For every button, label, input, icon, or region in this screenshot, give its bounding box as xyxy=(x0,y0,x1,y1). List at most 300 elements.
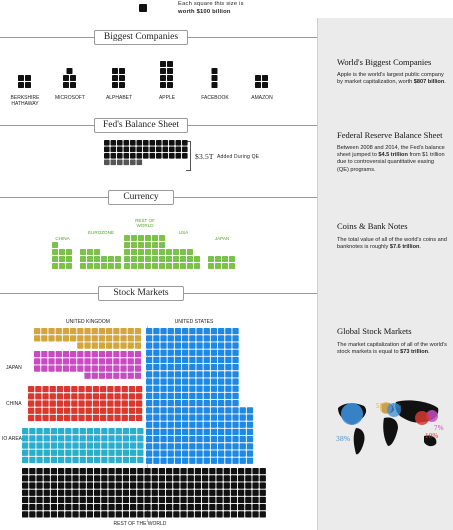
stock-square-china-22 xyxy=(71,393,77,399)
stock-square-united-states-122 xyxy=(182,393,188,399)
sidebar-body-coins: The total value of all of the world's coins and banknotes is roughly $7.6 trillion. xyxy=(337,237,447,251)
stock-square-rest-of-the-world-106 xyxy=(51,490,57,496)
stock-square-united-states-146 xyxy=(168,407,174,413)
stock-square-china-14 xyxy=(129,386,135,392)
stock-square-united-states-215 xyxy=(232,436,238,442)
stock-square-io-area-8 xyxy=(80,428,86,434)
stock-square-united-states-160 xyxy=(160,414,166,420)
stock-square-united-states-123 xyxy=(189,393,195,399)
stock-square-io-area-11 xyxy=(101,428,107,434)
stock-square-china-56 xyxy=(86,408,92,414)
stock-square-rest-of-the-world-140 xyxy=(51,497,57,503)
stock-square-united-states-180 xyxy=(196,422,202,428)
stock-square-rest-of-the-world-235 xyxy=(245,511,251,517)
stock-square-rest-of-the-world-170 xyxy=(22,504,28,510)
stock-square-japan-42 xyxy=(120,365,126,371)
stock-square-united-states-60 xyxy=(204,357,210,363)
stock-square-united-states-13 xyxy=(146,335,152,341)
stock-square-united-states-50 xyxy=(225,350,231,356)
stock-square-united-states-164 xyxy=(189,414,195,420)
stock-square-united-states-232 xyxy=(247,443,253,449)
stock-square-rest-of-the-world-148 xyxy=(108,497,114,503)
company-label-facebook: FACEBOOK xyxy=(201,95,229,101)
stock-square-united-states-149 xyxy=(189,407,195,413)
stock-square-rest-of-the-world-60 xyxy=(209,475,215,481)
fed-square-18 xyxy=(137,147,143,153)
stock-square-io-area-24 xyxy=(72,435,78,441)
stock-square-united-states-51 xyxy=(232,350,238,356)
stock-square-rest-of-the-world-228 xyxy=(195,511,201,517)
stock-square-rest-of-the-world-94 xyxy=(209,482,215,488)
stock-square-io-area-69 xyxy=(29,457,35,463)
stock-square-united-states-221 xyxy=(168,443,174,449)
stock-square-united-states-55 xyxy=(168,357,174,363)
stock-square-rest-of-the-world-152 xyxy=(137,497,143,503)
currency-square-rest-of-world-8 xyxy=(138,256,144,262)
stock-square-rest-of-the-world-57 xyxy=(188,475,194,481)
fed-square-32 xyxy=(143,153,149,159)
stock-square-io-area-44 xyxy=(94,442,100,448)
stock-square-rest-of-the-world-130 xyxy=(224,490,230,496)
map-label-uk: 5% xyxy=(376,402,386,410)
stock-square-io-area-18 xyxy=(29,435,35,441)
stock-square-united-states-137 xyxy=(196,400,202,406)
stock-square-united-states-65 xyxy=(146,364,152,370)
stock-square-china-61 xyxy=(122,408,128,414)
fed-square-29 xyxy=(124,153,130,159)
stock-square-rest-of-the-world-206 xyxy=(36,511,42,517)
stock-square-rest-of-the-world-5 xyxy=(58,468,64,474)
stock-square-rest-of-the-world-176 xyxy=(65,504,71,510)
stock-square-io-area-76 xyxy=(80,457,86,463)
stock-square-rest-of-the-world-2 xyxy=(36,468,42,474)
stock-square-china-35 xyxy=(50,400,56,406)
fed-square-6 xyxy=(143,140,149,146)
stock-square-united-states-16 xyxy=(168,335,174,341)
stock-square-japan-52 xyxy=(135,373,141,379)
stock-square-rest-of-the-world-77 xyxy=(87,482,93,488)
fed-square-33 xyxy=(150,153,156,159)
fed-square-8 xyxy=(156,140,162,146)
stock-square-united-states-126 xyxy=(211,393,217,399)
stock-square-china-59 xyxy=(107,408,113,414)
stock-square-japan-41 xyxy=(113,365,119,371)
stock-square-io-area-59 xyxy=(80,450,86,456)
stock-square-rest-of-the-world-65 xyxy=(245,475,251,481)
stock-square-united-kingdom-17 xyxy=(48,335,54,341)
stock-square-io-area-66 xyxy=(130,450,136,456)
stock-square-united-kingdom-2 xyxy=(48,328,54,334)
map-bubble-us xyxy=(341,403,363,425)
stock-square-rest-of-the-world-220 xyxy=(137,511,143,517)
stock-square-united-states-208 xyxy=(182,436,188,442)
stock-square-rest-of-the-world-37 xyxy=(44,475,50,481)
stock-square-china-47 xyxy=(136,400,142,406)
stock-square-rest-of-the-world-70 xyxy=(36,482,42,488)
stock-square-rest-of-the-world-119 xyxy=(144,490,150,496)
stock-square-rest-of-the-world-157 xyxy=(173,497,179,503)
stock-square-japan-19 xyxy=(63,358,69,364)
stock-square-rest-of-the-world-121 xyxy=(159,490,165,496)
stock-square-united-states-178 xyxy=(182,422,188,428)
stock-square-rest-of-the-world-104 xyxy=(36,490,42,496)
stock-square-united-states-67 xyxy=(160,364,166,370)
stock-square-united-kingdom-3 xyxy=(56,328,62,334)
stock-square-united-states-84 xyxy=(189,371,195,377)
stock-square-united-states-203 xyxy=(146,436,152,442)
stock-square-japan-38 xyxy=(92,365,98,371)
stock-square-china-52 xyxy=(57,408,63,414)
stock-square-united-states-154 xyxy=(225,407,231,413)
stock-square-united-kingdom-9 xyxy=(99,328,105,334)
currency-square-rest-of-world-2 xyxy=(138,263,144,269)
stock-square-rest-of-the-world-200 xyxy=(238,504,244,510)
stock-square-united-states-1 xyxy=(153,328,159,334)
stock-square-rest-of-the-world-95 xyxy=(216,482,222,488)
stock-square-rest-of-the-world-172 xyxy=(36,504,42,510)
stock-square-rest-of-the-world-173 xyxy=(44,504,50,510)
stock-square-rest-of-the-world-54 xyxy=(166,475,172,481)
fed-square-16 xyxy=(124,147,130,153)
stock-square-united-states-141 xyxy=(225,400,231,406)
stock-square-io-area-40 xyxy=(65,442,71,448)
stock-square-rest-of-the-world-199 xyxy=(231,504,237,510)
map-label-euro: 11% xyxy=(388,402,402,410)
stock-square-rest-of-the-world-110 xyxy=(80,490,86,496)
stock-square-japan-48 xyxy=(106,373,112,379)
map-bubble-china xyxy=(415,411,429,425)
stock-square-united-states-77 xyxy=(232,364,238,370)
stock-square-japan-35 xyxy=(70,365,76,371)
stock-square-japan-27 xyxy=(120,358,126,364)
stock-label-china: CHINA xyxy=(6,401,22,407)
stock-square-united-states-57 xyxy=(182,357,188,363)
stock-square-united-states-43 xyxy=(175,350,181,356)
stock-square-china-48 xyxy=(28,408,34,414)
currency-square-rest-of-world-6 xyxy=(124,256,130,262)
stock-square-united-states-159 xyxy=(153,414,159,420)
fed-square-36 xyxy=(169,153,175,159)
stock-square-united-kingdom-26 xyxy=(113,335,119,341)
stock-square-united-states-244 xyxy=(225,450,231,456)
currency-square-usa-8 xyxy=(187,256,193,262)
stock-square-rest-of-the-world-182 xyxy=(108,504,114,510)
stock-square-rest-of-the-world-36 xyxy=(36,475,42,481)
stock-square-united-states-104 xyxy=(146,386,152,392)
stock-square-united-states-70 xyxy=(182,364,188,370)
stock-square-rest-of-the-world-34 xyxy=(22,475,28,481)
stock-square-united-states-234 xyxy=(153,450,159,456)
stock-square-united-states-127 xyxy=(218,393,224,399)
company-label-apple: APPLE xyxy=(158,95,176,101)
stock-square-united-states-176 xyxy=(168,422,174,428)
stock-square-rest-of-the-world-82 xyxy=(123,482,129,488)
stock-square-china-68 xyxy=(57,415,63,421)
stock-square-rest-of-the-world-78 xyxy=(94,482,100,488)
stock-square-io-area-10 xyxy=(94,428,100,434)
stock-square-rest-of-the-world-83 xyxy=(130,482,136,488)
fed-square-3 xyxy=(124,140,130,146)
stock-square-io-area-29 xyxy=(108,435,114,441)
stock-square-united-states-219 xyxy=(153,443,159,449)
stock-square-united-states-248 xyxy=(146,458,152,464)
stock-square-io-area-65 xyxy=(123,450,129,456)
stock-square-rest-of-the-world-147 xyxy=(101,497,107,503)
company-square-amazon-1 xyxy=(262,82,268,88)
stock-square-rest-of-the-world-184 xyxy=(123,504,129,510)
stock-square-united-states-184 xyxy=(225,422,231,428)
stock-square-io-area-15 xyxy=(130,428,136,434)
stock-square-japan-29 xyxy=(135,358,141,364)
stock-square-rest-of-the-world-158 xyxy=(180,497,186,503)
stock-square-united-states-10 xyxy=(218,328,224,334)
stock-square-united-states-225 xyxy=(196,443,202,449)
stock-square-united-kingdom-7 xyxy=(84,328,90,334)
stock-square-united-states-192 xyxy=(175,429,181,435)
stock-square-united-states-222 xyxy=(175,443,181,449)
stock-square-rest-of-the-world-90 xyxy=(180,482,186,488)
map-africa xyxy=(383,417,398,446)
stock-square-united-states-100 xyxy=(211,378,217,384)
stock-square-united-states-79 xyxy=(153,371,159,377)
stock-square-rest-of-the-world-237 xyxy=(260,511,266,517)
stock-square-china-50 xyxy=(42,408,48,414)
company-square-facebook-1 xyxy=(212,75,218,81)
stock-square-rest-of-the-world-143 xyxy=(72,497,78,503)
stock-square-rest-of-the-world-97 xyxy=(231,482,237,488)
stock-square-japan-39 xyxy=(99,365,105,371)
stock-square-rest-of-the-world-91 xyxy=(188,482,194,488)
stock-square-japan-2 xyxy=(48,351,54,357)
stock-square-japan-9 xyxy=(99,351,105,357)
stock-square-united-states-166 xyxy=(204,414,210,420)
stock-square-united-kingdom-5 xyxy=(70,328,76,334)
stock-square-united-states-20 xyxy=(196,335,202,341)
stock-square-united-states-129 xyxy=(232,393,238,399)
company-square-microsoft-3 xyxy=(70,75,76,81)
stock-square-united-states-256 xyxy=(204,458,210,464)
stock-square-united-states-59 xyxy=(196,357,202,363)
stock-label-united-kingdom: UNITED KINGDOM xyxy=(66,319,110,325)
company-square-apple-0 xyxy=(160,82,166,88)
stock-square-japan-31 xyxy=(41,365,47,371)
stock-square-rest-of-the-world-187 xyxy=(144,504,150,510)
stock-square-china-34 xyxy=(42,400,48,406)
company-square-apple-2 xyxy=(160,75,166,81)
stock-square-rest-of-the-world-87 xyxy=(159,482,165,488)
stock-square-rest-of-the-world-63 xyxy=(231,475,237,481)
stock-square-china-30 xyxy=(129,393,135,399)
stock-square-china-44 xyxy=(114,400,120,406)
stock-square-united-states-181 xyxy=(204,422,210,428)
stock-square-united-states-75 xyxy=(218,364,224,370)
stock-square-united-states-58 xyxy=(189,357,195,363)
stock-square-united-states-196 xyxy=(204,429,210,435)
stock-square-rest-of-the-world-229 xyxy=(202,511,208,517)
stock-square-rest-of-the-world-46 xyxy=(108,475,114,481)
stock-square-rest-of-the-world-132 xyxy=(238,490,244,496)
currency-square-rest-of-world-10 xyxy=(152,256,158,262)
stock-square-io-area-61 xyxy=(94,450,100,456)
currency-square-usa-11 xyxy=(173,249,179,255)
stock-square-rest-of-the-world-189 xyxy=(159,504,165,510)
stock-square-china-54 xyxy=(71,408,77,414)
stock-square-japan-49 xyxy=(113,373,119,379)
stock-square-japan-22 xyxy=(84,358,90,364)
fed-title: Fed's Balance Sheet xyxy=(94,118,188,133)
stock-square-rest-of-the-world-17 xyxy=(144,468,150,474)
stock-square-united-states-247 xyxy=(247,450,253,456)
company-label-amazon: AMAZON xyxy=(251,95,273,101)
stock-square-rest-of-the-world-9 xyxy=(87,468,93,474)
stock-square-rest-of-the-world-179 xyxy=(87,504,93,510)
stock-square-united-states-194 xyxy=(189,429,195,435)
stock-square-china-9 xyxy=(93,386,99,392)
stock-square-united-states-172 xyxy=(247,414,253,420)
currency-square-usa-4 xyxy=(194,263,200,269)
stock-square-rest-of-the-world-185 xyxy=(130,504,136,510)
stock-square-united-states-8 xyxy=(204,328,210,334)
stock-square-rest-of-the-world-40 xyxy=(65,475,71,481)
stock-square-united-states-191 xyxy=(168,429,174,435)
stock-square-united-kingdom-23 xyxy=(92,335,98,341)
stock-square-rest-of-the-world-201 xyxy=(245,504,251,510)
stock-square-united-kingdom-0 xyxy=(34,328,40,334)
stock-square-rest-of-the-world-32 xyxy=(252,468,258,474)
currency-square-china-7 xyxy=(59,249,65,255)
stock-square-japan-46 xyxy=(92,373,98,379)
stock-square-united-states-110 xyxy=(189,386,195,392)
legend-line-1: Each square this size is xyxy=(178,1,244,7)
sidebar-title-companies: World's Biggest Companies xyxy=(337,57,432,67)
fed-square-27 xyxy=(111,153,117,159)
stock-square-rest-of-the-world-127 xyxy=(202,490,208,496)
stock-square-united-states-185 xyxy=(232,422,238,428)
stock-square-rest-of-the-world-114 xyxy=(108,490,114,496)
stock-square-rest-of-the-world-41 xyxy=(72,475,78,481)
stock-square-japan-14 xyxy=(135,351,141,357)
stock-square-united-states-165 xyxy=(196,414,202,420)
stock-square-united-states-175 xyxy=(160,422,166,428)
stock-square-china-60 xyxy=(114,408,120,414)
stock-square-rest-of-the-world-11 xyxy=(101,468,107,474)
stock-square-io-area-26 xyxy=(87,435,93,441)
stock-square-rest-of-the-world-177 xyxy=(72,504,78,510)
stock-square-rest-of-the-world-125 xyxy=(188,490,194,496)
currency-square-rest-of-world-18 xyxy=(124,242,130,248)
stock-square-rest-of-the-world-169 xyxy=(260,497,266,503)
currency-square-rest-of-world-16 xyxy=(152,249,158,255)
stock-square-rest-of-the-world-43 xyxy=(87,475,93,481)
fed-square-35 xyxy=(163,153,169,159)
stock-square-china-78 xyxy=(129,415,135,421)
stock-square-united-states-85 xyxy=(196,371,202,377)
stock-square-rest-of-the-world-215 xyxy=(101,511,107,517)
stock-square-rest-of-the-world-136 xyxy=(22,497,28,503)
stock-square-rest-of-the-world-232 xyxy=(224,511,230,517)
stock-square-china-26 xyxy=(100,393,106,399)
stock-square-rest-of-the-world-51 xyxy=(144,475,150,481)
stock-square-united-states-121 xyxy=(175,393,181,399)
stock-square-rest-of-the-world-59 xyxy=(202,475,208,481)
stock-square-rest-of-the-world-35 xyxy=(29,475,35,481)
stock-square-rest-of-the-world-86 xyxy=(152,482,158,488)
stock-square-io-area-41 xyxy=(72,442,78,448)
stock-square-china-38 xyxy=(71,400,77,406)
company-square-berkshire-hathaway-1 xyxy=(25,82,31,88)
stock-square-united-states-150 xyxy=(196,407,202,413)
stock-square-rest-of-the-world-27 xyxy=(216,468,222,474)
stock-square-rest-of-the-world-188 xyxy=(152,504,158,510)
currency-square-rest-of-world-11 xyxy=(159,256,165,262)
stock-square-china-51 xyxy=(50,408,56,414)
stock-square-united-states-218 xyxy=(146,443,152,449)
stock-square-io-area-67 xyxy=(137,450,143,456)
stock-square-china-15 xyxy=(136,386,142,392)
stock-square-united-kingdom-30 xyxy=(77,342,83,348)
stock-square-rest-of-the-world-149 xyxy=(116,497,122,503)
stock-square-rest-of-the-world-131 xyxy=(231,490,237,496)
stock-square-united-kingdom-28 xyxy=(128,335,134,341)
stock-square-united-states-62 xyxy=(218,357,224,363)
stock-square-united-kingdom-35 xyxy=(113,342,119,348)
currency-square-rest-of-world-7 xyxy=(131,256,137,262)
stock-square-io-area-38 xyxy=(51,442,57,448)
stock-square-united-states-195 xyxy=(196,429,202,435)
stock-square-china-33 xyxy=(35,400,41,406)
stock-square-united-states-87 xyxy=(211,371,217,377)
sidebar-body-companies: Apple is the world's largest public company by market capitalization, worth $807 billion. xyxy=(337,72,446,86)
stock-label-japan: JAPAN xyxy=(6,365,22,371)
stock-square-rest-of-the-world-3 xyxy=(44,468,50,474)
stock-square-china-16 xyxy=(28,393,34,399)
stock-square-rest-of-the-world-230 xyxy=(209,511,215,517)
stock-square-united-states-24 xyxy=(225,335,231,341)
stock-square-united-states-217 xyxy=(247,436,253,442)
stock-square-rest-of-the-world-25 xyxy=(202,468,208,474)
stock-square-united-states-188 xyxy=(146,429,152,435)
stock-square-united-states-41 xyxy=(160,350,166,356)
stock-square-japan-21 xyxy=(77,358,83,364)
currency-square-eurozone-1 xyxy=(87,263,93,269)
stock-square-io-area-55 xyxy=(51,450,57,456)
stock-square-united-states-113 xyxy=(211,386,217,392)
stock-square-united-kingdom-21 xyxy=(77,335,83,341)
stock-square-united-states-167 xyxy=(211,414,217,420)
stock-square-rest-of-the-world-205 xyxy=(29,511,35,517)
stock-square-china-57 xyxy=(93,408,99,414)
currency-square-china-8 xyxy=(66,249,72,255)
stock-square-united-states-112 xyxy=(204,386,210,392)
stock-square-rest-of-the-world-133 xyxy=(245,490,251,496)
stock-square-united-states-209 xyxy=(189,436,195,442)
fed-square-5 xyxy=(137,140,143,146)
stock-square-united-states-89 xyxy=(225,371,231,377)
stock-square-united-states-68 xyxy=(168,364,174,370)
fed-square-11 xyxy=(176,140,182,146)
company-square-microsoft-2 xyxy=(63,75,69,81)
stock-square-united-states-105 xyxy=(153,386,159,392)
stock-square-io-area-3 xyxy=(44,428,50,434)
stock-square-china-20 xyxy=(57,393,63,399)
currency-square-china-2 xyxy=(66,263,72,269)
currency-square-japan-0 xyxy=(208,263,214,269)
stock-square-rest-of-the-world-53 xyxy=(159,475,165,481)
fed-square-44 xyxy=(137,160,143,166)
stock-square-rest-of-the-world-0 xyxy=(22,468,28,474)
currency-square-usa-9 xyxy=(194,256,200,262)
stock-square-united-states-147 xyxy=(175,407,181,413)
